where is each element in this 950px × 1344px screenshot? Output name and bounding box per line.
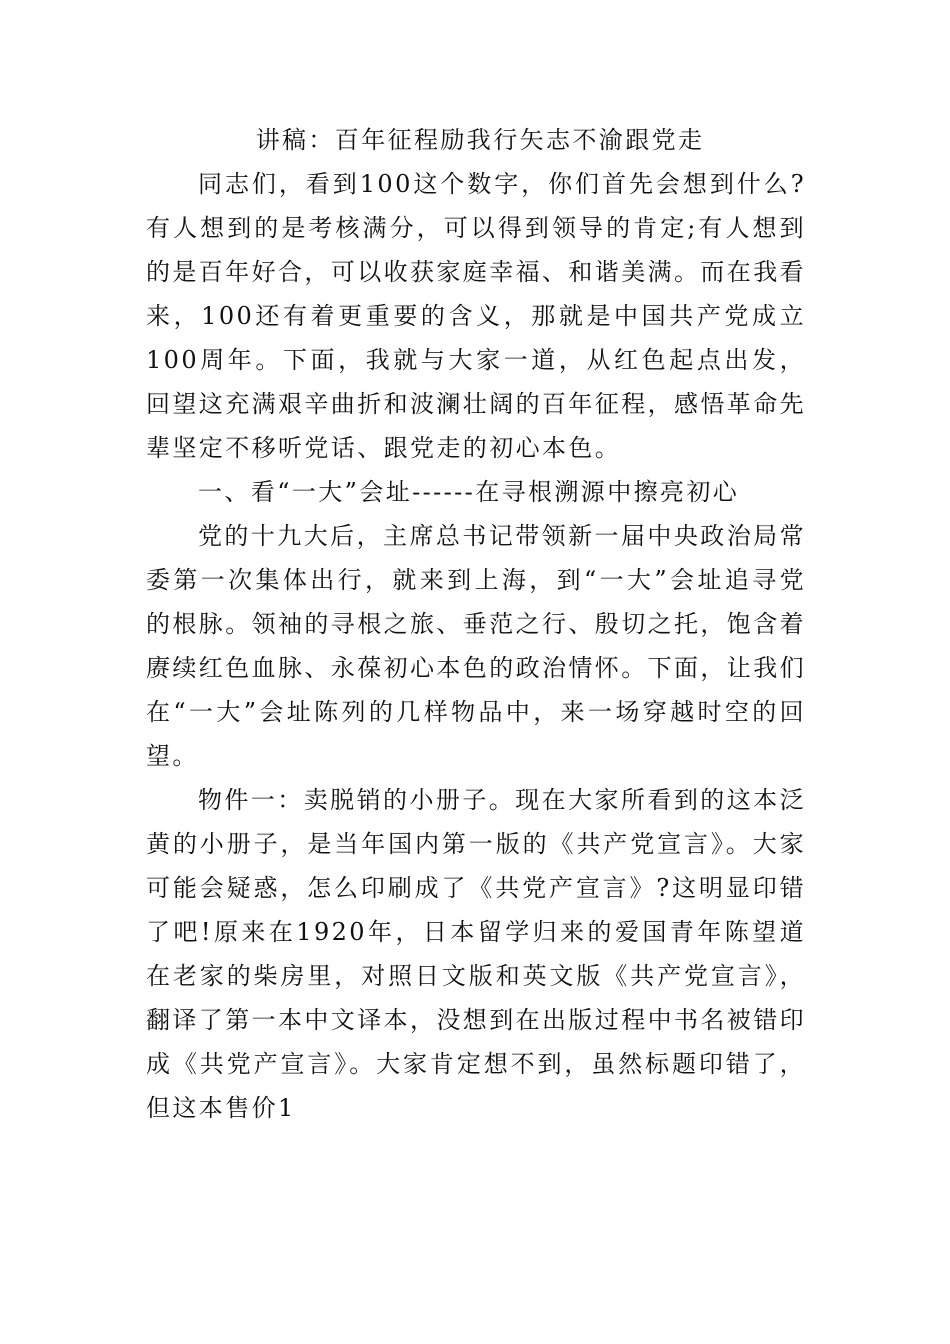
paragraph-section-1: 党的十九大后，主席总书记带领新一届中央政治局常委第一次集体出行，就来到上海，到“一大”会址追寻党的根脉。领袖的寻根之旅、垂范之行、殷切之托，饱含着赓续红色血脉、永葆初心本色的政治情怀。下面，让我们在“一大”会址陈列的几样物品中，来一场穿越时空的回望。 xyxy=(146,522,806,770)
paragraph-intro: 同志们，看到100这个数字，你们首先会想到什么?有人想到的是考核满分，可以得到领导的肯定;有人想到的是百年好合，可以收获家庭幸福、和谐美满。而在我看来，100还有着更重要的含义，那就是中国共产党成立100周年。下面，我就与大家一道，从红色起点出发，回望这充满艰辛曲折和波澜壮阔的百年征程，感悟革命先辈坚定不移听党话、跟党走的初心本色。 xyxy=(146,170,806,462)
document-title: 讲稿：百年征程励我行矢志不渝跟党走 xyxy=(255,126,705,154)
section-heading-1: 一、看“一大”会址------在寻根溯源中擦亮初心 xyxy=(198,478,740,506)
paragraph-item-1: 物件一：卖脱销的小册子。现在大家所看到的这本泛黄的小册子，是当年国内第一版的《共产党宣言》。大家可能会疑惑，怎么印刷成了《共党产宣言》?这明显印错了吧!原来在1920年，日本留学归来的爱国青年陈望道在老家的柴房里，对照日文版和英文版《共产党宣言》，翻译了第一本中文译本，没想到在出版过程中书名被错印成《共党产宣言》。大家肯定想不到，虽然标题印错了，但这本售价1 xyxy=(146,786,806,1122)
document-body xyxy=(146,118,806,1130)
